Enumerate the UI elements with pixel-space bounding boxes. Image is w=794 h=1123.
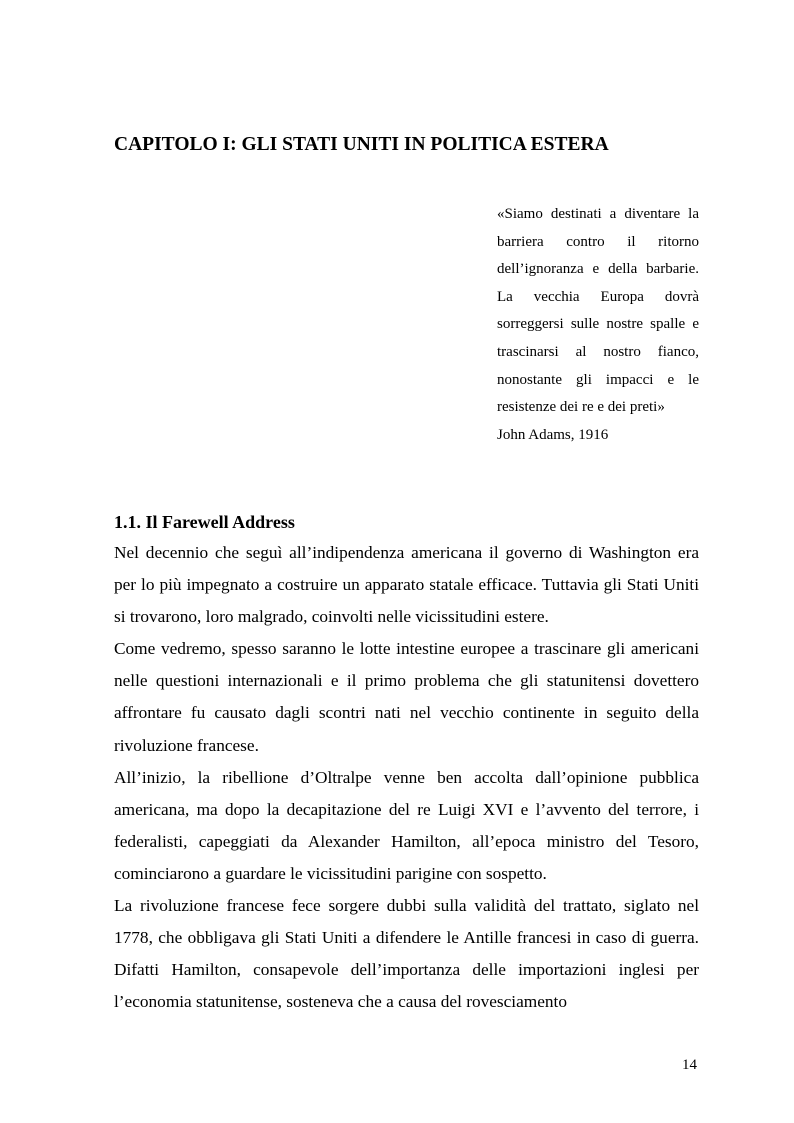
- paragraph: Nel decennio che seguì all’indipendenza americana il governo di Washington era per lo più impegnato a costruire un apparato statale efficace. Tuttavia gli Stati Uniti si trovarono, loro malgrado, coinvolti nelle vicissitudini estere.: [114, 543, 699, 627]
- epigraph-quote: «Siamo destinati a diventare la barriera contro il ritorno dell’ignoranza e della barbarie. La vecchia Europa dovrà sorreggersi sulle nostre spalle e trascinarsi al nostro fianco, nonostante gli impacci e le resistenze dei re e dei preti»: [497, 206, 699, 416]
- page-number: 14: [682, 1057, 697, 1073]
- section-title: 1.1. Il Farewell Address: [114, 512, 295, 532]
- paragraph: La rivoluzione francese fece sorgere dubbi sulla validità del trattato, siglato nel 1778, che obbligava gli Stati Uniti a difendere le Antille francesi in caso di guerra. Difatti Hamilton, consapevole dell’importanza delle importazioni inglesi per l’economia statunitense, sosteneva che a causa del rovesciamento: [114, 896, 699, 1012]
- section-body: [114, 537, 699, 1018]
- chapter-title: CAPITOLO I: GLI STATI UNITI IN POLITICA ESTERA: [114, 134, 609, 155]
- epigraph-attribution: John Adams, 1916: [497, 426, 609, 443]
- paragraph: All’inizio, la ribellione d’Oltralpe venne ben accolta dall’opinione pubblica americana, ma dopo la decapitazione del re Luigi XVI e l’avvento del terrore, i federalisti, capeggiati da Alexander Hamilton, all’epoca ministro del Tesoro, cominciarono a guardare le vicissitudini parigine con sospetto.: [114, 767, 699, 883]
- paragraph: Come vedremo, spesso saranno le lotte intestine europee a trascinare gli americani nelle questioni internazionali e il primo problema che gli statunitensi dovettero affrontare fu causato dagli scontri nati nel vecchio continente in seguito della rivoluzione francese.: [114, 639, 699, 755]
- epigraph: [497, 201, 699, 449]
